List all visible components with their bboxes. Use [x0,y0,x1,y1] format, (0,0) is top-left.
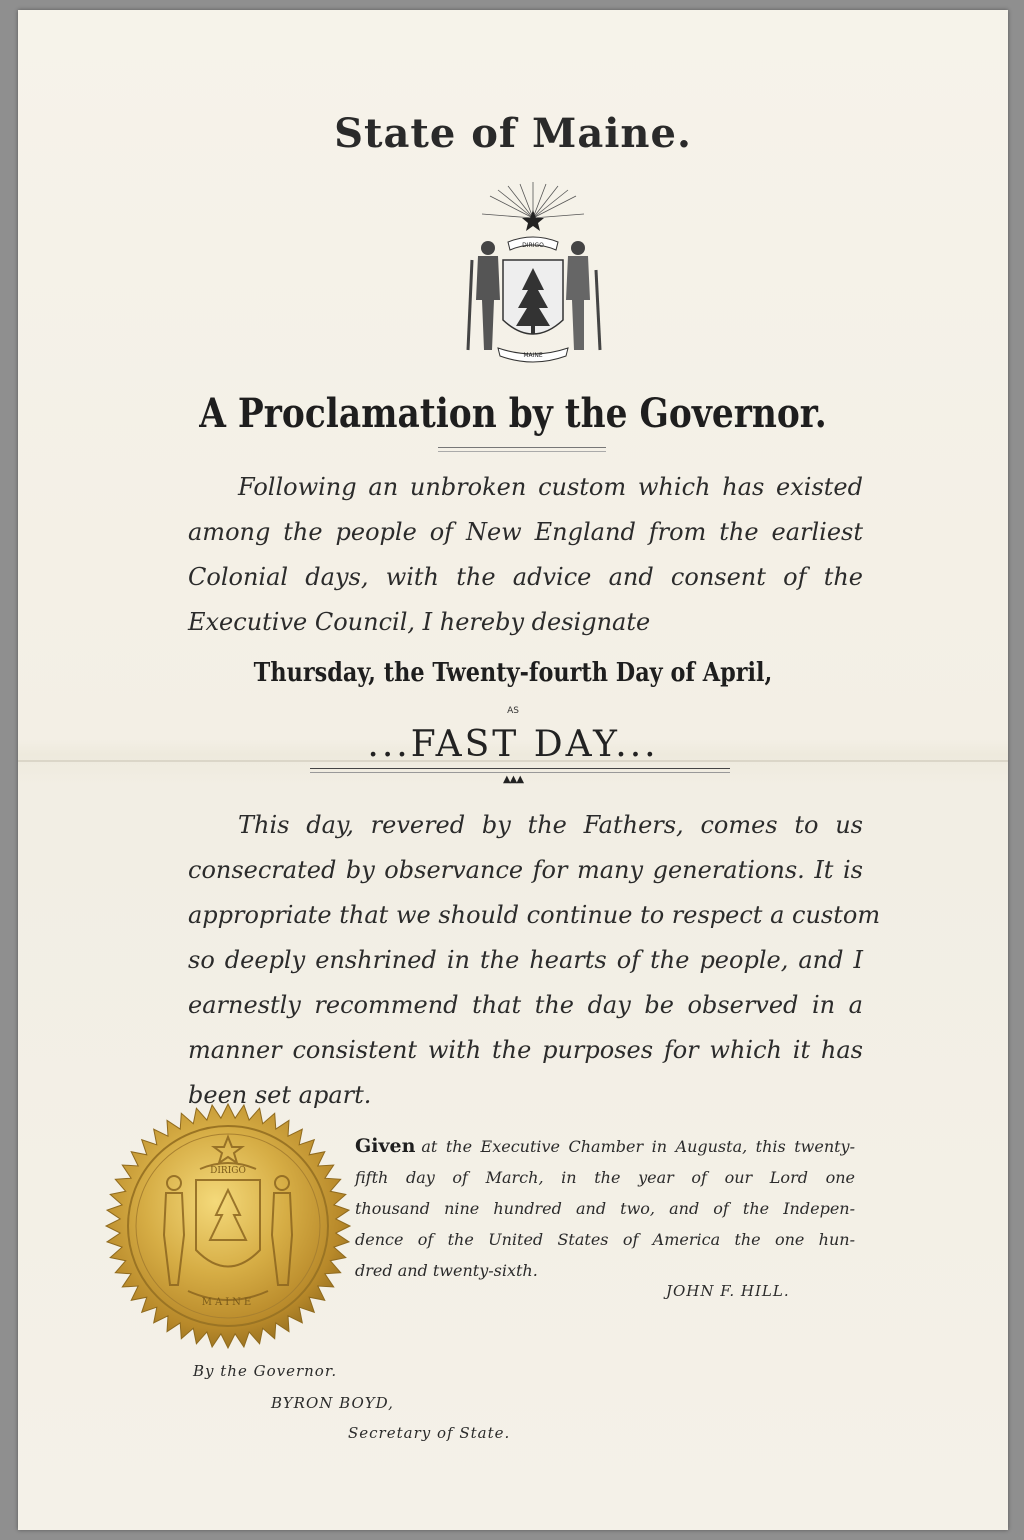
gold-seal-rim [106,1104,350,1348]
gold-seal-banner-text: MAINE [201,1297,255,1308]
gold-seal-icon [104,1095,352,1357]
secretary-name: BYRON BOYD, [271,1394,394,1412]
seal-top-motto-text: DIRIGO [522,242,544,249]
opening-paragraph [188,465,863,645]
paragraph-line: been set apart. [188,1081,372,1109]
maine-coat-of-arms-icon [448,180,618,370]
by-the-governor: By the Governor. [193,1362,338,1380]
given-line [355,1131,855,1162]
given-line: dence of the United States of America the one hun- [355,1230,855,1249]
paragraph-line: consecrated by observance for many generations. It is [188,856,863,884]
as-word: AS [507,706,519,716]
secretary-title: Secretary of State. [348,1424,511,1442]
given-statement [355,1131,855,1286]
given-lead-word: Given [355,1135,416,1157]
paragraph-line: earnestly recommend that the day be observed in a [188,991,863,1019]
main-paragraph [188,803,881,1118]
given-line-text: at the Executive Chamber in Augusta, this twenty- [421,1137,855,1156]
paragraph-line: appropriate that we should continue to respect a custom [188,901,881,929]
governor-signature: JOHN F. HILL. [666,1282,790,1300]
given-line: fifth day of March, in the year of our Lord one [355,1168,855,1187]
title-rule-secondary [438,451,606,452]
holiday-rule [310,768,730,769]
paragraph-line: Colonial days, with the advice and consent of the [188,563,863,591]
paragraph-line: among the people of New England from the earliest [188,518,863,546]
proclamation-document [18,10,1008,1530]
gold-seal-motto-text: DIRIGO [210,1166,246,1176]
ornament: ▲▲▲ [502,774,524,785]
paragraph-line: manner consistent with the purposes for which it has [188,1036,863,1064]
seal-top-banner-text: MAINE [523,352,543,359]
given-line: thousand nine hundred and two, and of the Indepen- [355,1199,855,1218]
given-line: dred and twenty-sixth. [355,1261,538,1280]
paragraph-line: so deeply enshrined in the hearts of the people, and I [188,946,863,974]
title-rule [438,447,606,448]
proclamation-title: A Proclamation by the Governor. [199,390,827,437]
holiday-name: ...FAST DAY... [367,724,659,765]
state-heading: State of Maine. [334,110,692,157]
paragraph-line: Executive Council, I hereby designate [188,608,651,636]
holiday-rule-secondary [310,772,730,773]
paragraph-line: This day, revered by the Fathers, comes to us [238,811,863,839]
paragraph-line: Following an unbroken custom which has existed [238,473,863,501]
designated-date: Thursday, the Twenty-fourth Day of April, [253,658,773,688]
